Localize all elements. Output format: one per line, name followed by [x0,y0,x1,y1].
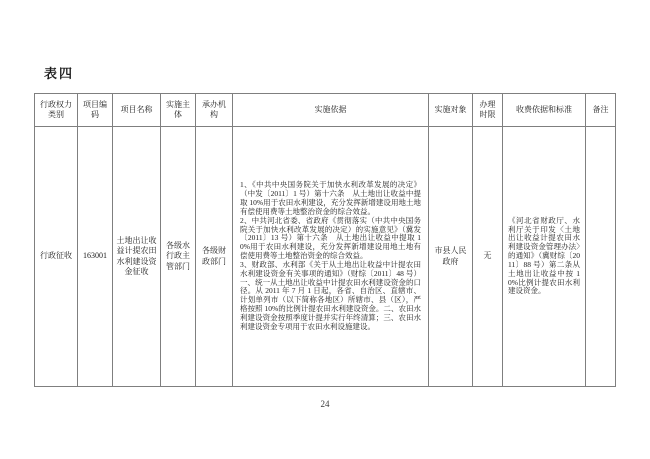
col-header-fee-basis-standard: 收费依据和标准 [503,94,586,127]
cell-implementation-basis [233,127,429,387]
page-number: 24 [320,399,330,409]
cell-fee-basis-standard: 《河北省财政厅、水利厅关于印发〈土地出让收益计提农田水利建设资金管理办法〉的通知》（冀财综〔2011〕88 号）第二条从土地出让收益中按 10%比例计提农田水利建设资金。 [503,127,586,387]
col-header-implementation-target: 实施对象 [429,94,473,127]
cell-power-category: 行政征收 [35,127,78,387]
col-header-project-name: 项目名称 [113,94,161,127]
cell-remarks [586,127,616,387]
basis-item-1: 1、《中共中央国务院关于加快水利改革发展的决定》（中发〔2011〕1 号）第十六条 从土地出让收益中提取 10%用于农田水利建设，充分发挥新增建设用地土地有偿使用费等土地整治资金的综合效益。 [240,180,421,216]
power-list-table [34,93,616,387]
page-title: 表四 [44,66,75,81]
table-row [35,127,616,387]
cell-project-name: 土地出让收益计提农田水利建设资金征收 [113,127,161,387]
col-header-undertaking-agency: 承办机构 [196,94,233,127]
col-header-implementation-basis: 实施依据 [233,94,429,127]
table-header-row [35,94,616,127]
col-header-time-limit: 办理时限 [473,94,503,127]
cell-implementation-target: 市县人民政府 [429,127,473,387]
cell-project-code: 163001 [78,127,113,387]
cell-implementing-body: 各级水行政主管部门 [161,127,196,387]
basis-item-2: 2、中共河北省委、省政府《贯彻落实（中共中央国务院关于加快水利改革发展的决定）的实施意见》（冀发〔2011〕13 号）第十六条 从土地出让收益中提取 10%用于农田水利建设，充分发挥新增建设用地土地有偿使用费等土地整治资金的综合效益。 [240,215,421,261]
basis-item-3: 3、财政部、水利部《关于从土地出让收益中计提农田水利建设资金有关事项的通知》（财综〔2011〕48 号）一、统一从土地出让收益中计提农田水利建设资金的口径。从 2011 年 7 月 1 日起，各省、自治区、直辖市、计划单列市（以下简称各地区）所辖市、县（区），严格按照 10%的比例计提农田水利建设资金。二、农田水利建设资金按照季度计提并实行年终清算；三、农田水利建设资金专项用于农田水利设施建设。 [240,259,421,331]
cell-undertaking-agency: 各级财政部门 [196,127,233,387]
col-header-project-code: 项目编码 [78,94,113,127]
col-header-implementing-body: 实施主体 [161,94,196,127]
col-header-remarks: 备注 [586,94,616,127]
col-header-power-category: 行政权力类别 [35,94,78,127]
cell-time-limit: 无 [473,127,503,387]
